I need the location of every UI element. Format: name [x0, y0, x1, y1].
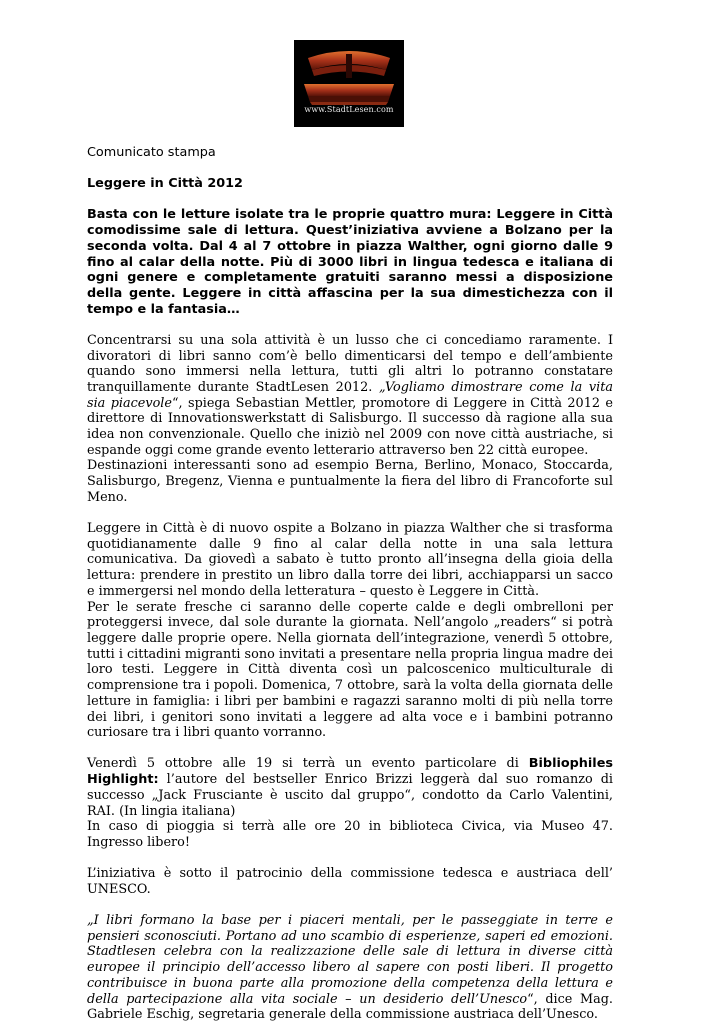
document-title: Leggere in Città 2012 — [87, 176, 243, 192]
paragraph-3-rain-note: In caso di pioggia si terrà alle ore 20 in biblioteca Civica, via Museo 47. Ingresso libero! — [87, 819, 613, 850]
paragraph-2: Leggere in Città è di nuovo ospite a Bolzano in piazza Walther che si trasforma quotidianamente dalle 9 fino al calar della notte in una sala lettura comunicativa. Da giovedì a sabato è tutto pronto all’insegna della gioia della lettura: prendere in prestito un libro dalla torre dei libri, acchiapparsi un sacco e immergersi nel mondo della letteratura – questo è Leggere in Città. — [87, 521, 613, 599]
paragraph-4: L’iniziativa è sotto il patrocinio della commissione tedesca e austriaca dell’ UNESCO. — [87, 866, 613, 897]
lead-paragraph: Basta con le letture isolate tra le proprie quattro mura: Leggere in Città comodissime sale di lettura. Quest’iniziativa avviene a Bolzano per la seconda volta. Dal 4 al 7 ottobre in piazza Walther, ogni giorno dalle 9 fino al calar della notte. Più di 3000 libri in lingua tedesca e italiana di ogni genere e completamente gratuiti saranno messi a disposizione della gente. Leggere in città affascina per la sua dimestichezza con il tempo e la fantasia… — [87, 207, 613, 317]
document-label: Comunicato stampa — [87, 145, 216, 160]
paragraph-1 — [87, 333, 613, 459]
paragraph-2-continued: Per le serate fresche ci saranno delle coperte calde e degli ombrelloni per proteggersi invece, dal sole durante la giornata. Nell’angolo „readers“ si potrà leggere dalle proprie opere. Nella giornata dell’integrazione, venerdì 5 ottobre, tutti i cittadini migranti sono invitati a presentare nella propria lingua madre dei loro testi. Leggere in Città diventa così un palcoscenico multiculturale di comprensione tra i popoli. Domenica, 7 ottobre, sarà la volta della giornata delle letture in famiglia: i libri per bambini e ragazzi saranno molti di più nella torre dei libri, i genitori sono invitati a leggere ad alta voce e i bambini potranno curiosare tra i libri quanto vorranno. — [87, 599, 614, 741]
unesco-quote-attribution: “, dice Mag. Gabriele Eschig, segretaria generale della commissione austriaca dell’Unesco. — [87, 991, 613, 1023]
press-release-body — [87, 145, 613, 1023]
paragraph-1-text-a: Concentrarsi su una sola attività è un lusso che ci concediamo raramente. I divoratori di libri sanno com’è bello dimenticarsi del tempo e dell’ambiente quando sono immersi nella lettura, tutti gli altri lo potranno constatare tranquillamente durante StadtLesen 2012. — [87, 332, 613, 395]
paragraph-1-text-b: “, spiega Sebastian Mettler, promotore di Leggere in Città 2012 e direttore di Innovationswerkstatt di Salisburgo. Il successo dà ragione alla sua idea non convenzionale. Quello che iniziò nel 2009 con nove città austriache, si espande oggi come grande evento letterario attraverso ben 22 città europee. — [87, 395, 613, 458]
paragraph-3-text-a: Venerdì 5 ottobre alle 19 si terrà un evento particolare di — [87, 756, 529, 772]
paragraph-1-quote: „Vogliamo dimostrare come la vita sia piacevole — [87, 379, 613, 411]
paragraph-1-destinations: Destinazioni interessanti sono ad esempio Berna, Berlino, Monaco, Stoccarda, Salisburgo, Bregenz, Vienna e puntualmente la fiera del libro di Francoforte sul Meno. — [87, 458, 613, 505]
stadtlesen-logo — [294, 40, 404, 127]
paragraph-3-highlight: Bibliophiles Highlight: — [87, 756, 613, 788]
unesco-quote — [87, 913, 613, 1023]
unesco-quote-text: „I libri formano la base per i piaceri mentali, per le passeggiate in terre e pensieri sconosciuti. Portano ad uno scambio di esperienze, saperi ed emozioni. Stadtlesen celebra con la realizzazione delle sale di lettura in diverse città europee il principio dell’accesso libero al sapere con posti liberi. Il progetto contribuisce in buona parte alla promozione della competenza della lettura e della partecipazione alla vita sociale – un desiderio dell’Unesco — [87, 913, 613, 1007]
paragraph-3 — [87, 756, 613, 819]
logo-caption: www.StadtLesen.com — [304, 105, 394, 114]
paragraph-3-text-b: l’autore del bestseller Enrico Brizzi leggerà dal suo romanzo di successo „Jack Frusciante è uscito dal gruppo“, condotto da Carlo Valentini, RAI. (In lingia italiana) — [87, 772, 613, 819]
